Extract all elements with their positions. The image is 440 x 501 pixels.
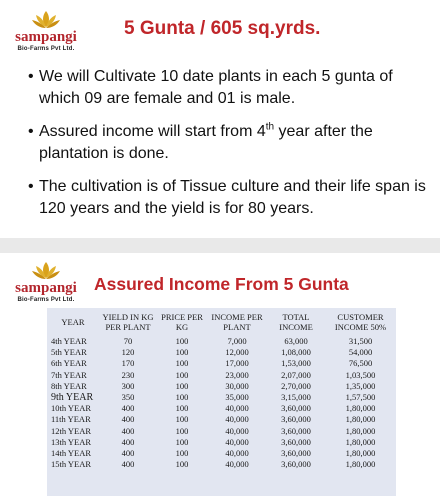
cell-price: 100	[175, 447, 189, 458]
cell-price: 100	[175, 425, 189, 436]
cell-yield: 400	[121, 403, 135, 414]
logo-brand-name: sampangi	[15, 29, 77, 45]
income-table	[47, 308, 396, 470]
column-header-price: PRICE PER KG	[161, 312, 203, 332]
column-header-income-per-plant: INCOME PER PLANT	[211, 312, 263, 332]
table-row	[47, 403, 396, 414]
table-row	[47, 381, 396, 392]
slide-title: 5 Gunta / 605 sq.yrds.	[124, 18, 321, 39]
cell-year: 15th YEAR	[51, 459, 92, 470]
cell-yield: 70	[123, 336, 133, 347]
cell-yield: 400	[121, 414, 135, 425]
cell-price: 100	[175, 336, 189, 347]
cell-customer-income: 54,000	[348, 347, 373, 358]
cell-year: 7th YEAR	[51, 369, 87, 380]
column-header-year: YEAR	[61, 317, 85, 327]
cell-year: 11th YEAR	[51, 414, 91, 425]
cell-customer-income: 1,80,000	[345, 459, 376, 470]
bullet-list	[22, 66, 432, 231]
cell-customer-income: 1,57,500	[345, 392, 376, 403]
slide-title: Assured Income From 5 Gunta	[94, 274, 349, 294]
cell-total-income: 3,15,000	[281, 392, 311, 403]
cell-year: 14th YEAR	[51, 447, 92, 458]
bullet-item	[22, 121, 432, 165]
table-row	[47, 426, 396, 437]
cell-income-per-plant: 40,000	[225, 447, 249, 458]
cell-customer-income: 1,80,000	[345, 414, 376, 425]
cell-customer-income: 1,35,000	[345, 380, 376, 391]
slide-cultivation-info	[0, 0, 440, 238]
cell-total-income: 1,08,000	[281, 347, 311, 358]
cell-income-per-plant: 40,000	[225, 436, 249, 447]
cell-year: 9th YEAR	[51, 392, 94, 404]
table-row	[47, 370, 396, 381]
logo-subtitle: Bio-Farms Pvt Ltd.	[17, 297, 75, 303]
cell-year: 8th YEAR	[51, 380, 87, 391]
table-header-row	[47, 308, 396, 336]
cell-year: 5th YEAR	[51, 347, 87, 358]
logo-brand-name: sampangi	[15, 280, 77, 296]
column-header-yield: YIELD IN KG PER PLANT	[102, 312, 154, 332]
cell-price: 100	[175, 380, 189, 391]
cell-price: 100	[175, 403, 189, 414]
cell-year: 6th YEAR	[51, 358, 87, 369]
cell-yield: 120	[121, 347, 135, 358]
bullet-text: Assured income will start from 4	[39, 123, 266, 140]
cell-customer-income: 76,500	[348, 358, 373, 369]
cell-income-per-plant: 7,000	[227, 336, 247, 347]
bullet-text: The cultivation is of Tissue culture and their life span is 120 years and the yield is for 80 years.	[39, 178, 426, 217]
slide-income-table	[0, 253, 440, 501]
cell-total-income: 3,60,000	[281, 447, 311, 458]
table-row	[47, 448, 396, 459]
cell-income-per-plant: 17,000	[225, 358, 249, 369]
cell-income-per-plant: 30,000	[225, 380, 249, 391]
bullet-item	[22, 176, 432, 220]
table-row	[47, 358, 396, 369]
column-header-total-income: TOTAL INCOME	[279, 312, 313, 332]
cell-income-per-plant: 40,000	[225, 403, 249, 414]
cell-price: 100	[175, 358, 189, 369]
cell-yield: 350	[121, 392, 135, 403]
table-row	[47, 437, 396, 448]
cell-total-income: 2,70,000	[281, 380, 311, 391]
cell-price: 100	[175, 436, 189, 447]
cell-yield: 300	[121, 380, 135, 391]
cell-income-per-plant: 12,000	[225, 347, 249, 358]
cell-year: 13th YEAR	[51, 436, 92, 447]
income-table-container	[47, 308, 396, 496]
table-row	[47, 414, 396, 425]
cell-yield: 170	[121, 358, 135, 369]
bullet-superscript: th	[265, 121, 275, 133]
cell-total-income: 63,000	[284, 336, 308, 347]
cell-customer-income: 1,80,000	[345, 447, 376, 458]
bullet-text: We will Cultivate 10 date plants in each 5 gunta of which 09 are female and 01 is male.	[39, 68, 393, 107]
table-row	[47, 336, 396, 347]
slide-separator	[0, 238, 440, 253]
cell-customer-income: 1,03,500	[345, 369, 376, 380]
cell-price: 100	[175, 459, 189, 470]
cell-price: 100	[175, 414, 189, 425]
cell-customer-income: 31,500	[348, 336, 373, 347]
cell-total-income: 3,60,000	[281, 414, 311, 425]
table-row	[47, 347, 396, 358]
cell-yield: 400	[121, 436, 135, 447]
bullet-text-continued: year after the plantation is done.	[39, 123, 373, 162]
cell-total-income: 1,53,000	[281, 358, 311, 369]
cell-yield: 400	[121, 447, 135, 458]
cell-income-per-plant: 40,000	[225, 425, 249, 436]
cell-income-per-plant: 35,000	[225, 392, 249, 403]
cell-customer-income: 1,80,000	[345, 403, 376, 414]
cell-year: 4th YEAR	[51, 336, 87, 347]
cell-total-income: 2,07,000	[281, 369, 311, 380]
cell-income-per-plant: 40,000	[225, 459, 249, 470]
company-logo	[6, 10, 86, 53]
cell-yield: 230	[121, 369, 135, 380]
cell-price: 100	[175, 347, 189, 358]
cell-income-per-plant: 40,000	[225, 414, 249, 425]
bullet-item	[22, 66, 432, 110]
cell-year: 12th YEAR	[51, 425, 92, 436]
cell-total-income: 3,60,000	[281, 425, 311, 436]
logo-subtitle: Bio-Farms Pvt Ltd.	[17, 46, 75, 52]
cell-customer-income: 1,80,000	[345, 436, 376, 447]
cell-yield: 400	[121, 425, 135, 436]
cell-price: 100	[175, 369, 189, 380]
lotus-logo-icon	[31, 261, 61, 281]
cell-year: 10th YEAR	[51, 403, 92, 414]
table-body	[47, 336, 396, 470]
cell-customer-income: 1,80,000	[345, 425, 376, 436]
cell-income-per-plant: 23,000	[225, 369, 249, 380]
lotus-logo-icon	[31, 10, 61, 30]
cell-price: 100	[175, 392, 189, 403]
cell-total-income: 3,60,000	[281, 459, 311, 470]
table-row	[47, 459, 396, 470]
column-header-customer-income: CUSTOMER INCOME 50%	[334, 312, 387, 332]
cell-total-income: 3,60,000	[281, 436, 311, 447]
cell-yield: 400	[121, 459, 135, 470]
cell-total-income: 3,60,000	[281, 403, 311, 414]
company-logo	[6, 261, 86, 304]
table-row	[47, 392, 396, 403]
